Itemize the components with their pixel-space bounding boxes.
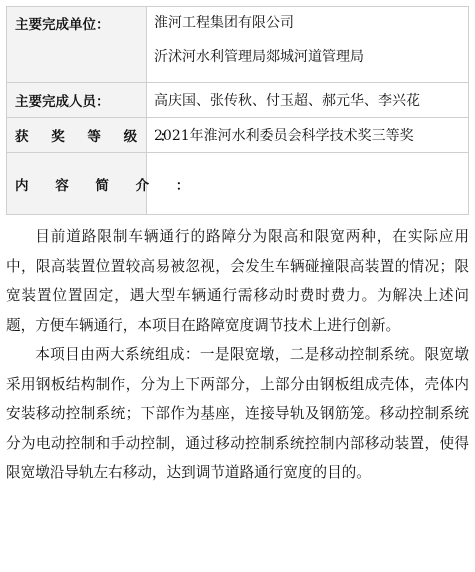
value-completing-personnel: 高庆国、张传秋、付玉超、郝元华、李兴花	[147, 83, 469, 118]
label-completing-personnel: 主要完成人员：	[7, 83, 147, 118]
label-text: 主要完成单位：	[15, 17, 110, 33]
label-content-summary: 内 容 简 介 ：	[7, 153, 147, 215]
label-completing-units	[7, 7, 147, 83]
row-content-summary	[7, 153, 469, 215]
label-award-level: 获 奖 等 级 ：	[7, 118, 147, 153]
row-completing-units	[7, 7, 469, 83]
content-body	[6, 222, 469, 488]
paragraph-2: 本项目由两大系统组成：一是限宽墩，二是移动控制系统。限宽墩采用钢板结构制作，分为上下两部分，上部分由钢板组成壳体，壳体内安装移动控制系统；下部作为基座，连接导轨及钢筋笼。移动控制系统分为电动控制和手动控制，通过移动控制系统控制内部移动装置，使得限宽墩沿导轨左右移动，达到调节道路通行宽度的目的。	[6, 346, 469, 481]
unit-2: 沂沭河水利管理局郯城河道管理局	[154, 49, 364, 65]
paragraph-1: 目前道路限制车辆通行的路障分为限高和限宽两种，在实际应用中，限高装置位置较高易被忽视，会发生车辆碰撞限高装置的情况；限宽装置位置固定，遇大型车辆通行需移动时费时费力。为解决上述问题，方便车辆通行，本项目在路障宽度调节技术上进行创新。	[6, 228, 469, 334]
unit-1: 淮河工程集团有限公司	[154, 15, 294, 31]
project-info-table	[6, 6, 469, 215]
value-completing-units	[147, 7, 469, 83]
row-award-level	[7, 118, 469, 153]
row-completing-personnel	[7, 83, 469, 118]
value-award-level: 2021年淮河水利委员会科学技术奖三等奖	[147, 118, 469, 153]
